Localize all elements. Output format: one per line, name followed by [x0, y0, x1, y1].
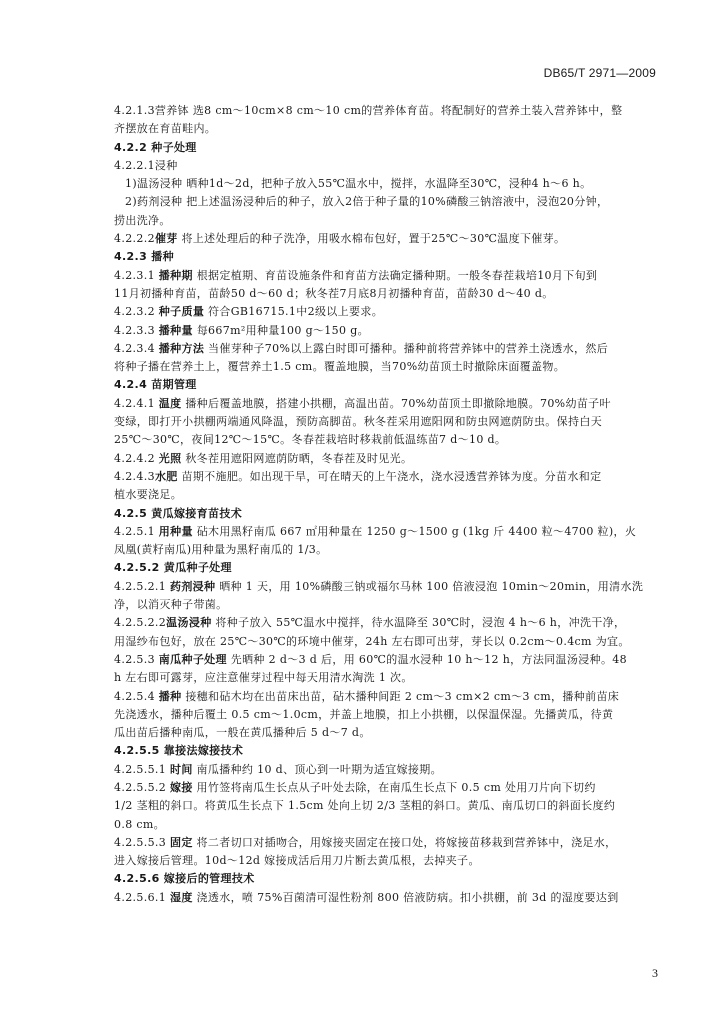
- text-segment: 根据定植期、育苗设施条件和育苗方法确定播种期。一般冬春茬栽培10月下旬到: [192, 268, 598, 282]
- text-line: [114, 267, 660, 285]
- text-line: [114, 797, 660, 815]
- text-segment: 11月初播种育苗，苗龄50 d～60 d；秋冬茬7月底8月初播种育苗，苗龄30 d～40 d。: [114, 286, 554, 300]
- text-line: [114, 834, 660, 852]
- clause-title: 播种方法: [158, 341, 205, 355]
- text-segment: 0.8 cm。: [114, 817, 166, 831]
- section-heading: [114, 248, 660, 266]
- clause-title: 药剂浸种: [169, 579, 216, 593]
- text-line: [114, 358, 660, 376]
- text-line: [114, 468, 660, 486]
- text-segment: 1)温汤浸种 晒种1d～2d，把种子放入55℃温水中，搅拌，水温降至30℃，浸种4 h～6 h。: [125, 177, 592, 191]
- text-segment: 4.2.4.2: [114, 451, 159, 465]
- text-segment: 晒种 1 天，用 10%磷酸三钠或福尔马林 100 倍液浸泡 10min～20min，用清水洗: [215, 579, 644, 593]
- text-segment: 将种子放入 55℃温水中搅拌，待水温降至 30℃时，浸泡 4 h～6 h，冲洗干净，: [211, 616, 626, 630]
- clause-title: 湿度: [169, 890, 193, 904]
- text-segment: 1/2 茎粗的斜口。将黄瓜生长点下 1.5cm 处向上切 2/3 茎粗的斜口。黄瓜、南瓜切口的斜面长度约: [114, 799, 616, 813]
- text-segment: 砧木用黑籽南瓜 667 ㎡用种量在 1250 g～1500 g (1kg 斤 4400 粒～4700 粒)，火: [192, 524, 637, 538]
- text-line: [114, 651, 660, 669]
- text-segment: 将二者切口对插吻合，用嫁接夹固定在接口处，将嫁接苗移栽到营养钵中，浇足水，: [192, 835, 617, 849]
- text-line: [114, 486, 660, 504]
- text-segment: 4.2.5 黄瓜嫁接育苗技术: [114, 506, 243, 520]
- text-line: [114, 285, 660, 303]
- text-segment: 先浇透水，播种后覆土 0.5 cm～1.0cm，并盖上地膜，扣上小拱棚，以保温保湿。先播黄瓜，待黄: [114, 707, 614, 721]
- text-line: [114, 212, 660, 230]
- clause-title: 固定: [169, 835, 193, 849]
- text-line: [114, 852, 660, 870]
- section-heading: [114, 376, 660, 394]
- text-segment: 每667m²用种量100 g～150 g。: [192, 323, 369, 337]
- section-heading: [114, 505, 660, 523]
- text-line: [114, 413, 660, 431]
- clause-title: 南瓜种子处理: [158, 652, 227, 666]
- clause-title: 温汤浸种: [166, 616, 212, 630]
- text-segment: 4.2.5.2.2: [114, 616, 167, 630]
- text-line: [114, 450, 660, 468]
- text-line: [114, 431, 660, 449]
- section-heading: [114, 742, 660, 760]
- text-segment: 4.2.4 苗期管理: [114, 378, 197, 392]
- text-segment: 瓜出苗后播种南瓜，一般在黄瓜播种后 5 d～7 d。: [114, 726, 371, 740]
- clause-title: 光照: [158, 451, 182, 465]
- text-segment: 用竹签将南瓜生长点从子叶处去除，在南瓜生长点下 0.5 cm 处用刀片向下切约: [192, 780, 596, 794]
- standard-number: DB65/T 2971—2009: [543, 66, 656, 80]
- text-segment: 4.2.5.3: [114, 652, 159, 666]
- text-segment: 进入嫁接后管理。10d～12d 嫁接成活后用刀片断去黄瓜根，去掉夹子。: [114, 854, 480, 868]
- text-line: [114, 779, 660, 797]
- text-segment: 将种子播在营养土上，覆营养土1.5 cm。覆盖地膜，当70%幼苗顶土时撤除床面覆盖物。: [114, 360, 566, 374]
- text-line: [114, 157, 660, 175]
- section-heading: [114, 139, 660, 157]
- text-segment: 苗期不施肥。如出现干旱，可在晴天的上午浇水，浇水浸透营养钵为度。分苗水和定: [177, 469, 602, 483]
- document-body: [114, 102, 660, 907]
- text-segment: 4.2.5.5 靠接法嫁接技术: [114, 744, 244, 758]
- text-segment: 秋冬茬用遮阳网遮荫防晒，冬春茬及时见光。: [181, 451, 413, 465]
- text-segment: 4.2.2.2: [114, 232, 155, 246]
- clause-title: 播种: [158, 689, 182, 703]
- text-segment: 4.2.4.3: [114, 469, 155, 483]
- text-segment: 4.2.5.6.1: [114, 890, 170, 904]
- text-line: [114, 193, 660, 211]
- section-heading: [114, 559, 660, 577]
- text-line: [114, 340, 660, 358]
- text-segment: 4.2.5.2 黄瓜种子处理: [114, 561, 232, 575]
- text-segment: 4.2.3.3: [114, 323, 159, 337]
- text-segment: 4.2.3.4: [114, 341, 159, 355]
- text-segment: 4.2.5.5.3: [114, 835, 170, 849]
- text-segment: 南瓜播种约 10 d、顶心到一叶期为适宜嫁接期。: [192, 762, 442, 776]
- text-line: [114, 578, 660, 596]
- text-line: [114, 669, 660, 687]
- text-segment: 先晒种 2 d～3 d 后，用 60℃的温水浸种 10 h～12 h，方法同温汤浸种。48: [226, 652, 628, 666]
- text-segment: h 左右即可露芽，应注意催芽过程中每天用清水淘洗 1 次。: [114, 671, 413, 685]
- clause-title: 播种量: [158, 323, 193, 337]
- section-heading: [114, 870, 660, 888]
- text-segment: 接穗和砧木均在出苗床出苗，砧木播种间距 2 cm～3 cm×2 cm～3 cm，播种前苗床: [181, 689, 620, 703]
- text-segment: 植水要浇足。: [114, 488, 183, 502]
- text-segment: 4.2.3.1: [114, 268, 159, 282]
- clause-title: 催芽: [154, 232, 178, 246]
- text-line: [114, 322, 660, 340]
- text-segment: 用湿纱布包好，放在 25℃～30℃的环境中催芽，24h 左右即可出芽，芽长以 0.2cm～0.4cm 为宜。: [114, 634, 630, 648]
- text-segment: 4.2.2.1浸种: [114, 158, 178, 172]
- text-segment: 凤凰(黄籽南瓜)用种量为黑籽南瓜的 1/3。: [114, 543, 328, 557]
- clause-title: 播种期: [158, 268, 193, 282]
- clause-title: 温度: [158, 396, 182, 410]
- text-segment: 4.2.5.6 嫁接后的管理技术: [114, 872, 255, 886]
- text-segment: 变绿，即打开小拱棚两端通风降温，预防高脚苗。秋冬茬采用遮阳网和防虫网遮荫防虫。保持白天: [114, 415, 603, 429]
- text-line: [114, 175, 660, 193]
- text-segment: 4.2.5.4: [114, 689, 159, 703]
- text-segment: 将上述处理后的种子洗净，用吸水棉布包好，置于25℃～30℃温度下催芽。: [177, 232, 566, 246]
- text-segment: 浇透水，喷 75%百菌清可湿性粉剂 800 倍液防病。扣小拱棚，前 3d 的湿度要达到: [192, 890, 619, 904]
- text-line: [114, 706, 660, 724]
- page-number: 3: [652, 966, 658, 980]
- text-segment: 4.2.5.1: [114, 524, 159, 538]
- text-line: [114, 303, 660, 321]
- text-segment: 齐摆放在育苗畦内。: [114, 122, 217, 136]
- text-segment: 播种后覆盖地膜，搭建小拱棚，高温出苗。70%幼苗顶土即撤除地膜。70%幼苗子叶: [181, 396, 611, 410]
- text-segment: 4.2.1.3营养钵 选8 cm～10cm×8 cm～10 cm的营养体育苗。将配制好的营养土装入营养钵中，整: [114, 104, 623, 117]
- text-line: [114, 761, 660, 779]
- text-line: [114, 523, 660, 541]
- text-line: [114, 724, 660, 742]
- text-segment: 4.2.3.2: [114, 305, 159, 319]
- text-segment: 4.2.4.1: [114, 396, 159, 410]
- text-segment: 2)药剂浸种 把上述温汤浸种后的种子，放入2倍于种子量的10%磷酸三钠溶液中，浸泡20分钟，: [125, 195, 609, 209]
- text-line: [114, 889, 660, 907]
- text-line: [114, 230, 660, 248]
- text-line: [114, 596, 660, 614]
- text-line: [114, 102, 660, 120]
- clause-title: 时间: [169, 762, 193, 776]
- clause-title: 种子质量: [158, 305, 205, 319]
- text-segment: 4.2.5.5.1: [114, 762, 170, 776]
- clause-title: 嫁接: [169, 780, 193, 794]
- text-segment: 4.2.3 播种: [114, 250, 174, 264]
- text-line: [114, 816, 660, 834]
- clause-title: 用种量: [158, 524, 193, 538]
- text-line: [114, 541, 660, 559]
- text-segment: 4.2.5.5.2: [114, 780, 170, 794]
- text-segment: 当催芽种子70%以上露白时即可播种。播种前将营养钵中的营养土浇透水，然后: [204, 341, 609, 355]
- text-segment: 4.2.2 种子处理: [114, 140, 197, 154]
- text-segment: 捞出洗净。: [114, 213, 171, 227]
- text-segment: 符合GB16715.1中2级以上要求。: [204, 305, 384, 319]
- text-segment: 净，以消灭种子带菌。: [114, 598, 228, 612]
- text-line: [114, 614, 660, 632]
- text-line: [114, 395, 660, 413]
- text-segment: 25℃～30℃，夜间12℃～15℃。冬春茬栽培时移栽前低温练苗7 d～10 d。: [114, 433, 507, 447]
- text-line: [114, 633, 660, 651]
- clause-title: 水肥: [154, 469, 178, 483]
- text-segment: 4.2.5.2.1: [114, 579, 170, 593]
- text-line: [114, 120, 660, 138]
- text-line: [114, 688, 660, 706]
